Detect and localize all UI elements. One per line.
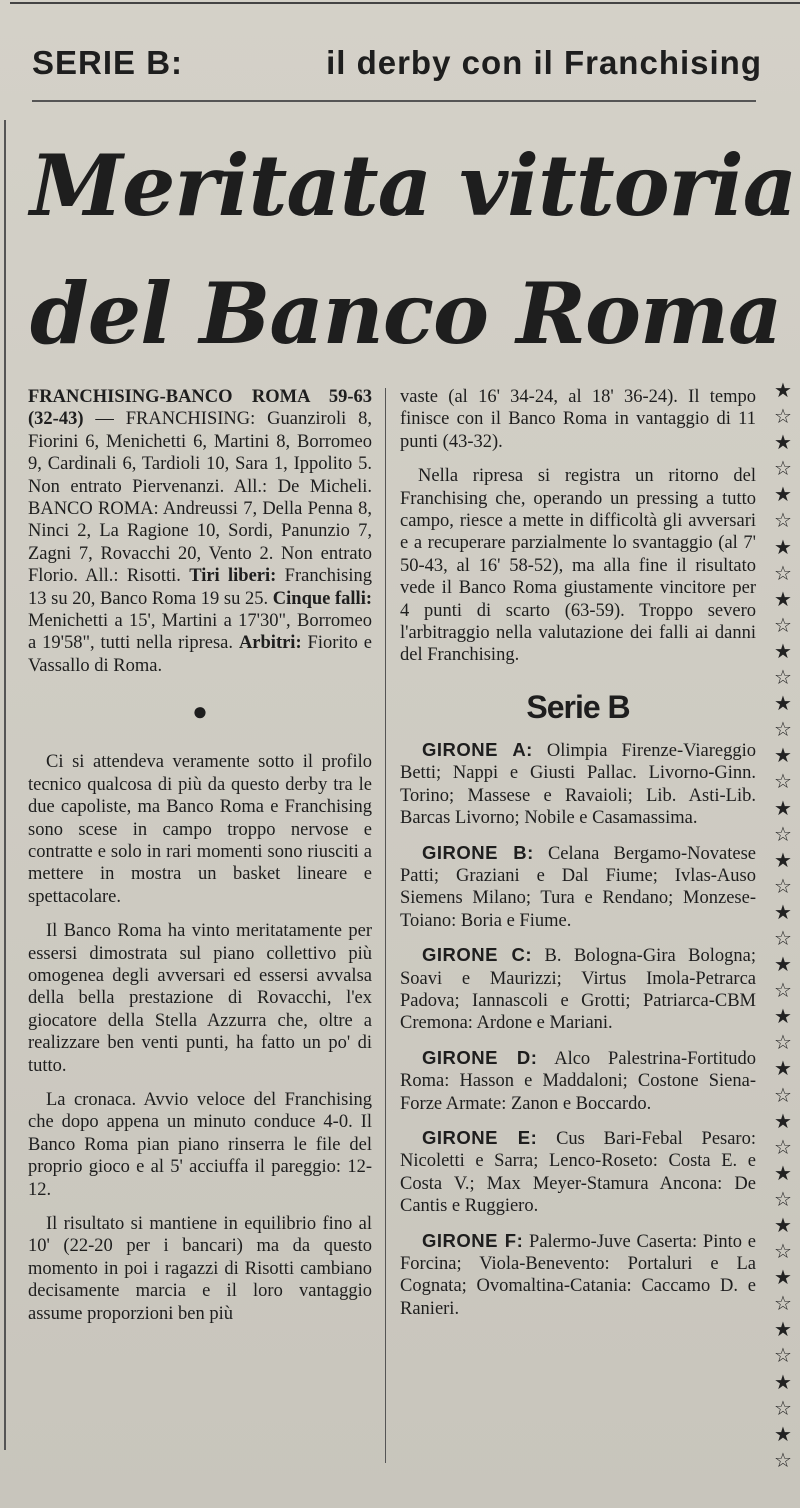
top-rule bbox=[10, 2, 800, 4]
kicker-label: SERIE B: bbox=[32, 44, 184, 81]
girone-entry bbox=[400, 739, 756, 830]
outline-star-icon: ☆ bbox=[774, 456, 792, 481]
outline-star-icon: ☆ bbox=[774, 1343, 792, 1368]
article-paragraph-4-continued: vaste (al 16' 34-24, al 18' 36-24). Il tempo finisce con il Banco Roma in vantaggio di 11 punti (43-32). bbox=[400, 387, 756, 452]
article-paragraph-2: Il Banco Roma ha vinto meritatamente per essersi dimostrata sul piano collettivo più omogenea degli avversari ed essersi avvalsa della bella prestazione di Rovacchi, l'ex giocatore della Stella Azzurra che, oltre a realizzare ben venti punti, ha fatto un po' di tutto. bbox=[28, 921, 372, 1076]
girone-entry bbox=[400, 1230, 756, 1321]
girone-entry bbox=[400, 1047, 756, 1115]
filled-star-icon: ★ bbox=[774, 1421, 792, 1446]
free-throws-label: Tiri liberi: bbox=[189, 566, 277, 587]
filled-star-icon: ★ bbox=[774, 952, 792, 977]
column-rule bbox=[385, 388, 386, 1463]
serie-b-title: Serie B bbox=[526, 688, 630, 725]
article-paragraph-5: Nella ripresa si registra un ritorno del Franchising che, operando un pressing a tutto campo, riesce a mette in difficoltà gli avversari e a recuperare parzialmente lo svantaggio (al 7' 50-43, al 16' 58-52), ma alla fine il risultato vede il Banco Roma giustamente vincitore per 4 punti di scarto (63-59). Troppo severo l'arbitraggio nella valutazione dei falli ai danni del Franchising. bbox=[400, 466, 756, 666]
girone-fixtures: Olimpia Firenze-Viareggio Betti; Nappi e Giusti Pallac. Livorno-Ginn. Torino; Massese e Ravaioli; Lib. Asti-Lib. Barcas Livorno; Nobile e Casamassima. bbox=[400, 740, 756, 829]
left-edge-rule bbox=[4, 120, 6, 1450]
article-paragraph-4: Il risultato si mantiene in equilibrio fino al 10' (22-20 per i bancari) ma da questo momento in poi i ragazzi di Risotti cambiano decisamente marcia e il loro vantaggio assume proporzioni ben più bbox=[28, 1214, 372, 1324]
girone-name: GIRONE D: bbox=[422, 1046, 538, 1068]
outline-star-icon: ☆ bbox=[774, 1134, 792, 1159]
referees-label: Arbitri: bbox=[238, 633, 302, 654]
star-border bbox=[766, 380, 800, 1470]
outline-star-icon: ☆ bbox=[774, 978, 792, 1003]
box-score-title: FRANCHISING-BANCO ROMA 59-63 (32-43) bbox=[28, 387, 372, 430]
filled-star-icon: ★ bbox=[774, 1317, 792, 1342]
kicker bbox=[32, 44, 762, 82]
filled-star-icon: ★ bbox=[774, 899, 792, 924]
outline-star-icon: ☆ bbox=[774, 560, 792, 585]
outline-star-icon: ☆ bbox=[774, 508, 792, 533]
girone-name: GIRONE E: bbox=[422, 1126, 538, 1148]
filled-star-icon: ★ bbox=[774, 482, 792, 507]
outline-star-icon: ☆ bbox=[774, 612, 792, 637]
girone-fixtures: Palermo-Juve Caserta: Pinto e Forcina; Viola-Benevento: Portaluri e La Cognata; Ovomaltina-Catania: Caccamo D. e Ranieri. bbox=[400, 1231, 756, 1319]
girone-fixtures: Cus Bari-Febal Pesaro: Nicoletti e Sarra; Lenco-Roseto: Costa E. e Costa V.; Max Meyer-Stamura Ancona: De Cantis e Ruggiero. bbox=[400, 1128, 756, 1217]
referees-text: Fiorito e Vassallo di Roma. bbox=[28, 633, 373, 676]
outline-star-icon: ☆ bbox=[774, 1291, 792, 1316]
headline-line-2: del Banco Roma bbox=[30, 264, 782, 363]
girone-fixtures: B. Bologna-Gira Bologna; Soavi e Maurizzi; Virtus Imola-Petrarca Padova; Iannascoli e Grotti; Patriarca-CBM Cremona: Ardone e Mariani. bbox=[400, 946, 757, 1034]
filled-star-icon: ★ bbox=[774, 691, 792, 716]
section-separator-dot: ● bbox=[192, 697, 208, 727]
girone-name: GIRONE B: bbox=[422, 841, 534, 863]
filled-star-icon: ★ bbox=[774, 534, 792, 559]
kicker-rule bbox=[32, 100, 756, 102]
girone-name: GIRONE F: bbox=[422, 1229, 524, 1251]
box-score bbox=[28, 386, 372, 677]
outline-star-icon: ☆ bbox=[774, 1186, 792, 1211]
girone-entry bbox=[400, 944, 756, 1035]
five-fouls-label: Cinque falli: bbox=[272, 588, 372, 609]
outline-star-icon: ☆ bbox=[774, 873, 792, 898]
filled-star-icon: ★ bbox=[774, 378, 792, 402]
filled-star-icon: ★ bbox=[774, 638, 792, 663]
five-fouls-text: Menichetti a 15', Martini a 17'30", Borromeo a 19'58", tutti nella ripresa. bbox=[28, 611, 372, 654]
filled-star-icon: ★ bbox=[774, 1160, 792, 1185]
girone-entry bbox=[400, 1127, 756, 1218]
filled-star-icon: ★ bbox=[774, 795, 792, 820]
outline-star-icon: ☆ bbox=[774, 404, 792, 429]
outline-star-icon: ☆ bbox=[774, 821, 792, 846]
outline-star-icon: ☆ bbox=[774, 1239, 792, 1264]
filled-star-icon: ★ bbox=[774, 743, 792, 768]
girone-name: GIRONE A: bbox=[422, 738, 533, 760]
outline-star-icon: ☆ bbox=[774, 717, 792, 742]
filled-star-icon: ★ bbox=[774, 430, 792, 455]
filled-star-icon: ★ bbox=[774, 586, 792, 611]
outline-star-icon: ☆ bbox=[774, 1447, 792, 1472]
referee-assignments-list bbox=[400, 739, 756, 1320]
girone-entry bbox=[400, 842, 756, 933]
kicker-text: il derby con il Franchising bbox=[326, 44, 762, 81]
outline-star-icon: ☆ bbox=[774, 1030, 792, 1055]
filled-star-icon: ★ bbox=[774, 847, 792, 872]
filled-star-icon: ★ bbox=[774, 1004, 792, 1029]
outline-star-icon: ☆ bbox=[774, 1395, 792, 1420]
outline-star-icon: ☆ bbox=[774, 665, 792, 690]
girone-fixtures: Alco Palestrina-Fortitudo Roma: Hasson e Maddaloni; Costone Siena-Forze Armate: Zanon e Boccardo. bbox=[400, 1048, 757, 1114]
filled-star-icon: ★ bbox=[774, 1056, 792, 1081]
headline-line-1: Meritata vittoria bbox=[30, 136, 797, 235]
right-column bbox=[400, 386, 756, 1332]
left-column bbox=[28, 386, 372, 1337]
filled-star-icon: ★ bbox=[774, 1213, 792, 1237]
outline-star-icon: ☆ bbox=[774, 1082, 792, 1107]
filled-star-icon: ★ bbox=[774, 1108, 792, 1133]
girone-fixtures: Celana Bergamo-Novatese Patti; Graziani e Dal Fiume; Ivlas-Auso Siemens Milano; Tura e Rendano; Monzese-Toiano: Boria e Fiume. bbox=[400, 843, 757, 931]
article-paragraph-3: La cronaca. Avvio veloce del Franchising che dopo appena un minuto conduce 4-0. Il Banco Roma pian piano rinserra le file del proprio gioco e al 5' acciuffa il pareggio: 12-12. bbox=[28, 1089, 372, 1200]
box-score-lineups: — FRANCHISING: Guanziroli 8, Fiorini 6, Menichetti 6, Martini 8, Borromeo 9, Cardinali 6, Tardioli 10, Sara 1, Ippolito 5. Non entrato Piervenanzi. All.: De Micheli. BANCO ROMA: Andreussi 7, Della Penna 8, Ninci 2, La Ragione 10, Sordi, Panunzio 7, Zagni 7, Rovacchi 20, Vento 2. Non entrato Florio. All.: Risotti. bbox=[28, 409, 372, 587]
outline-star-icon: ☆ bbox=[774, 769, 792, 794]
article-paragraph-1: Ci si attendeva veramente sotto il profilo tecnico qualcosa di più da questo derby tra le due capoliste, ma Banco Roma e Franchising sono scese in campo troppo nervose e contratte e solo in rari momenti sono riusciti a mettere in mostra un basket lineare e spettacolare. bbox=[28, 752, 372, 907]
filled-star-icon: ★ bbox=[774, 1265, 792, 1290]
outline-star-icon: ☆ bbox=[774, 925, 792, 950]
girone-name: GIRONE C: bbox=[422, 944, 533, 966]
filled-star-icon: ★ bbox=[774, 1369, 792, 1394]
free-throws-text: Franchising 13 su 20, Banco Roma 19 su 25. bbox=[28, 566, 373, 609]
